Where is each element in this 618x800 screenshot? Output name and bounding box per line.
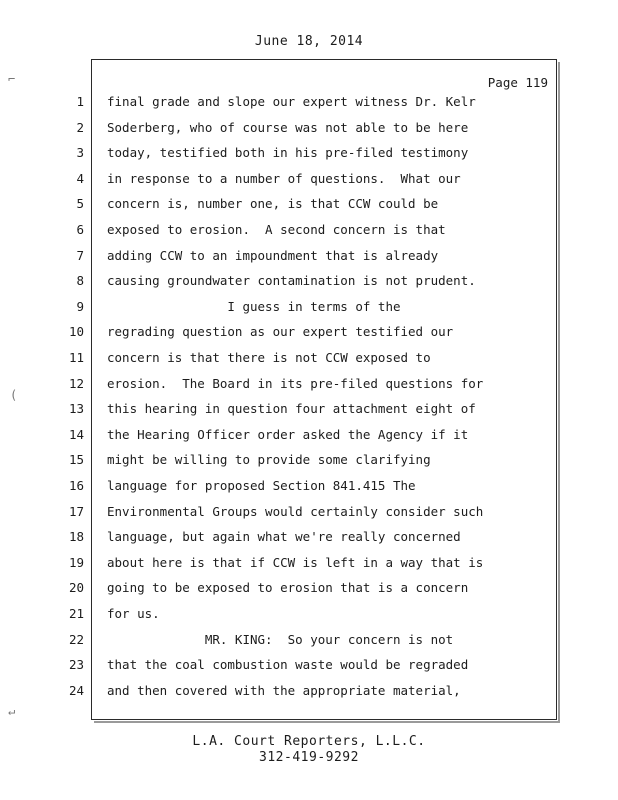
transcript-line-text: today, testified both in his pre-filed testimony (107, 145, 469, 160)
line-number: 18 (68, 529, 84, 544)
line-number: 11 (68, 350, 84, 365)
transcript-date: June 18, 2014 (254, 34, 364, 49)
line-number: 17 (68, 504, 84, 519)
transcript-line-text: concern is, number one, is that CCW could be (107, 196, 439, 211)
scan-mark: ⌐ (8, 72, 16, 86)
transcript-line-text: Soderberg, who of course was not able to be here (107, 120, 469, 135)
transcript-line-text: regrading question as our expert testified our (107, 324, 454, 339)
line-number: 19 (68, 555, 84, 570)
transcript-line-text: might be willing to provide some clarifying (107, 452, 431, 467)
transcript-line-text: concern is that there is not CCW exposed to (107, 350, 431, 365)
line-number: 4 (76, 171, 84, 186)
transcript-line-text: adding CCW to an impoundment that is already (107, 248, 439, 263)
binder-hole-mark: ( (10, 388, 18, 402)
line-number: 22 (68, 632, 84, 647)
transcript-line-text: MR. KING: So your concern is not (107, 632, 454, 647)
transcript-line-text: the Hearing Officer order asked the Agency if it (107, 427, 469, 442)
transcript-line-text: about here is that if CCW is left in a way that is (107, 555, 484, 570)
line-number: 24 (68, 683, 84, 698)
transcript-line-text: Environmental Groups would certainly consider such (107, 504, 484, 519)
court-reporter-phone: 312-419-9292 (259, 750, 359, 765)
transcript-line-text: that the coal combustion waste would be regraded (107, 657, 469, 672)
transcript-line-text: erosion. The Board in its pre-filed questions for (107, 376, 484, 391)
line-number: 23 (68, 657, 84, 672)
court-reporter-name: L.A. Court Reporters, L.L.C. (192, 734, 426, 749)
line-number: 13 (68, 401, 84, 416)
line-number: 9 (76, 299, 84, 314)
line-number: 15 (68, 452, 84, 467)
line-number: 6 (76, 222, 84, 237)
line-number: 8 (76, 273, 84, 288)
line-number: 14 (68, 427, 84, 442)
line-number: 10 (68, 324, 84, 339)
transcript-line-text: and then covered with the appropriate material, (107, 683, 461, 698)
line-number: 21 (68, 606, 84, 621)
line-number: 20 (68, 580, 84, 595)
line-number: 5 (76, 196, 84, 211)
transcript-line-text: causing groundwater contamination is not prudent. (107, 273, 476, 288)
transcript-line-text: I guess in terms of the (107, 299, 401, 314)
transcript-line-text: final grade and slope our expert witness Dr. Kelr (107, 94, 476, 109)
scan-mark: ↵ (8, 704, 16, 718)
line-number: 1 (76, 94, 84, 109)
line-number: 7 (76, 248, 84, 263)
line-number: 2 (76, 120, 84, 135)
line-number: 3 (76, 145, 84, 160)
line-number: 16 (68, 478, 84, 493)
frame-shadow (558, 62, 560, 722)
transcript-line-text: in response to a number of questions. What our (107, 171, 461, 186)
transcript-line-text: going to be exposed to erosion that is a concern (107, 580, 469, 595)
page-number: Page 119 (487, 75, 548, 90)
transcript-line-text: this hearing in question four attachment eight of (107, 401, 476, 416)
transcript-line-text: language, but again what we're really concerned (107, 529, 461, 544)
transcript-line-text: exposed to erosion. A second concern is that (107, 222, 446, 237)
frame-shadow (94, 721, 560, 723)
transcript-line-text: for us. (107, 606, 160, 621)
transcript-line-text: language for proposed Section 841.415 The (107, 478, 416, 493)
line-number: 12 (68, 376, 84, 391)
